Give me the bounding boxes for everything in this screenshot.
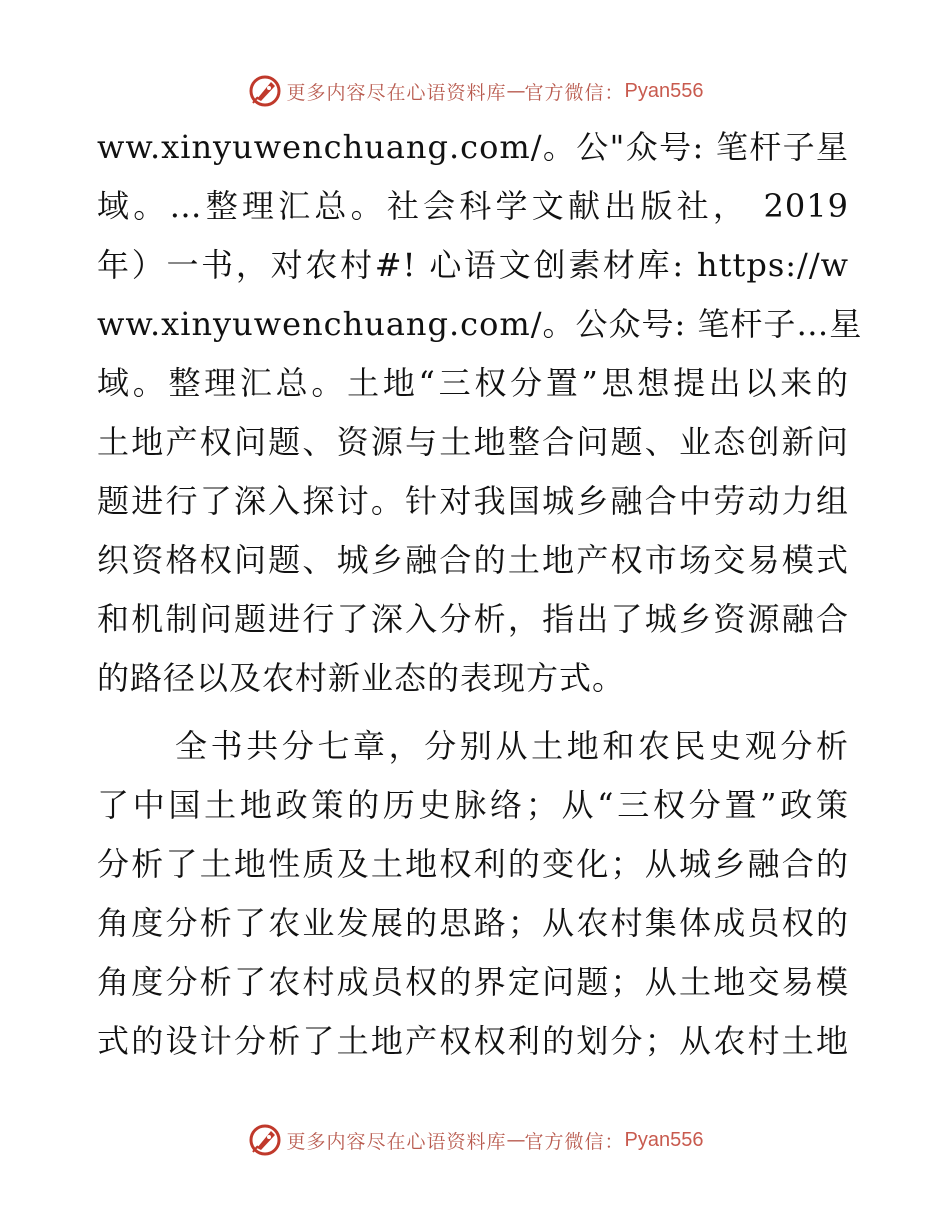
body-line: 全书共分七章，分别从土地和农民史观分析 <box>175 727 849 765</box>
header-banner <box>0 71 950 111</box>
header-banner-contact: 官方微信： <box>524 81 625 104</box>
body-line: 年）一书，对农村#! 心语文创素材库: https://w <box>97 246 849 284</box>
footer-banner <box>0 1120 950 1160</box>
body-line: 分析了土地性质及土地权利的变化；从城乡融合的 <box>97 845 849 883</box>
footer-banner-account: Pyan556 <box>624 1128 704 1151</box>
document-body <box>97 118 863 1071</box>
body-line: 式的设计分析了土地产权权利的划分；从农村土地 <box>97 1022 849 1060</box>
body-line: 角度分析了农村成员权的界定问题；从土地交易模 <box>97 963 849 1001</box>
body-line: 的路径以及农村新业态的表现方式。 <box>97 659 626 697</box>
body-line: ww.xinyuwenchuang.com/。公"众号: 笔杆子星 <box>97 128 849 166</box>
paragraph-gap <box>97 708 849 717</box>
body-line: ww.xinyuwenchuang.com/。公众号: 笔杆子…星 <box>97 305 863 343</box>
body-line: 题进行了深入探讨。针对我国城乡融合中劳动力组 <box>97 482 849 520</box>
body-line: 域。…整理汇总。社会科学文献出版社， 2019 <box>97 187 849 225</box>
pen-nib-logo-icon <box>247 73 283 109</box>
header-banner-dash: — <box>506 80 525 102</box>
pen-nib-logo-icon <box>247 1122 283 1158</box>
body-line: 域。整理汇总。土地“三权分置”思想提出以来的 <box>97 364 849 402</box>
header-banner-text: 更多内容尽在心语资料库 <box>286 81 507 104</box>
header-banner-account: Pyan556 <box>624 79 704 102</box>
footer-banner-text: 更多内容尽在心语资料库 <box>286 1130 507 1153</box>
footer-banner-contact: 官方微信： <box>524 1130 625 1153</box>
body-line: 土地产权问题、资源与土地整合问题、业态创新问 <box>97 423 849 461</box>
body-line: 和机制问题进行了深入分析，指出了城乡资源融合 <box>97 600 849 638</box>
body-line: 织资格权问题、城乡融合的土地产权市场交易模式 <box>97 541 849 579</box>
body-line: 了中国土地政策的历史脉络；从“三权分置”政策 <box>97 786 849 824</box>
footer-banner-dash: — <box>506 1129 525 1151</box>
body-line: 角度分析了农业发展的思路；从农村集体成员权的 <box>97 904 849 942</box>
